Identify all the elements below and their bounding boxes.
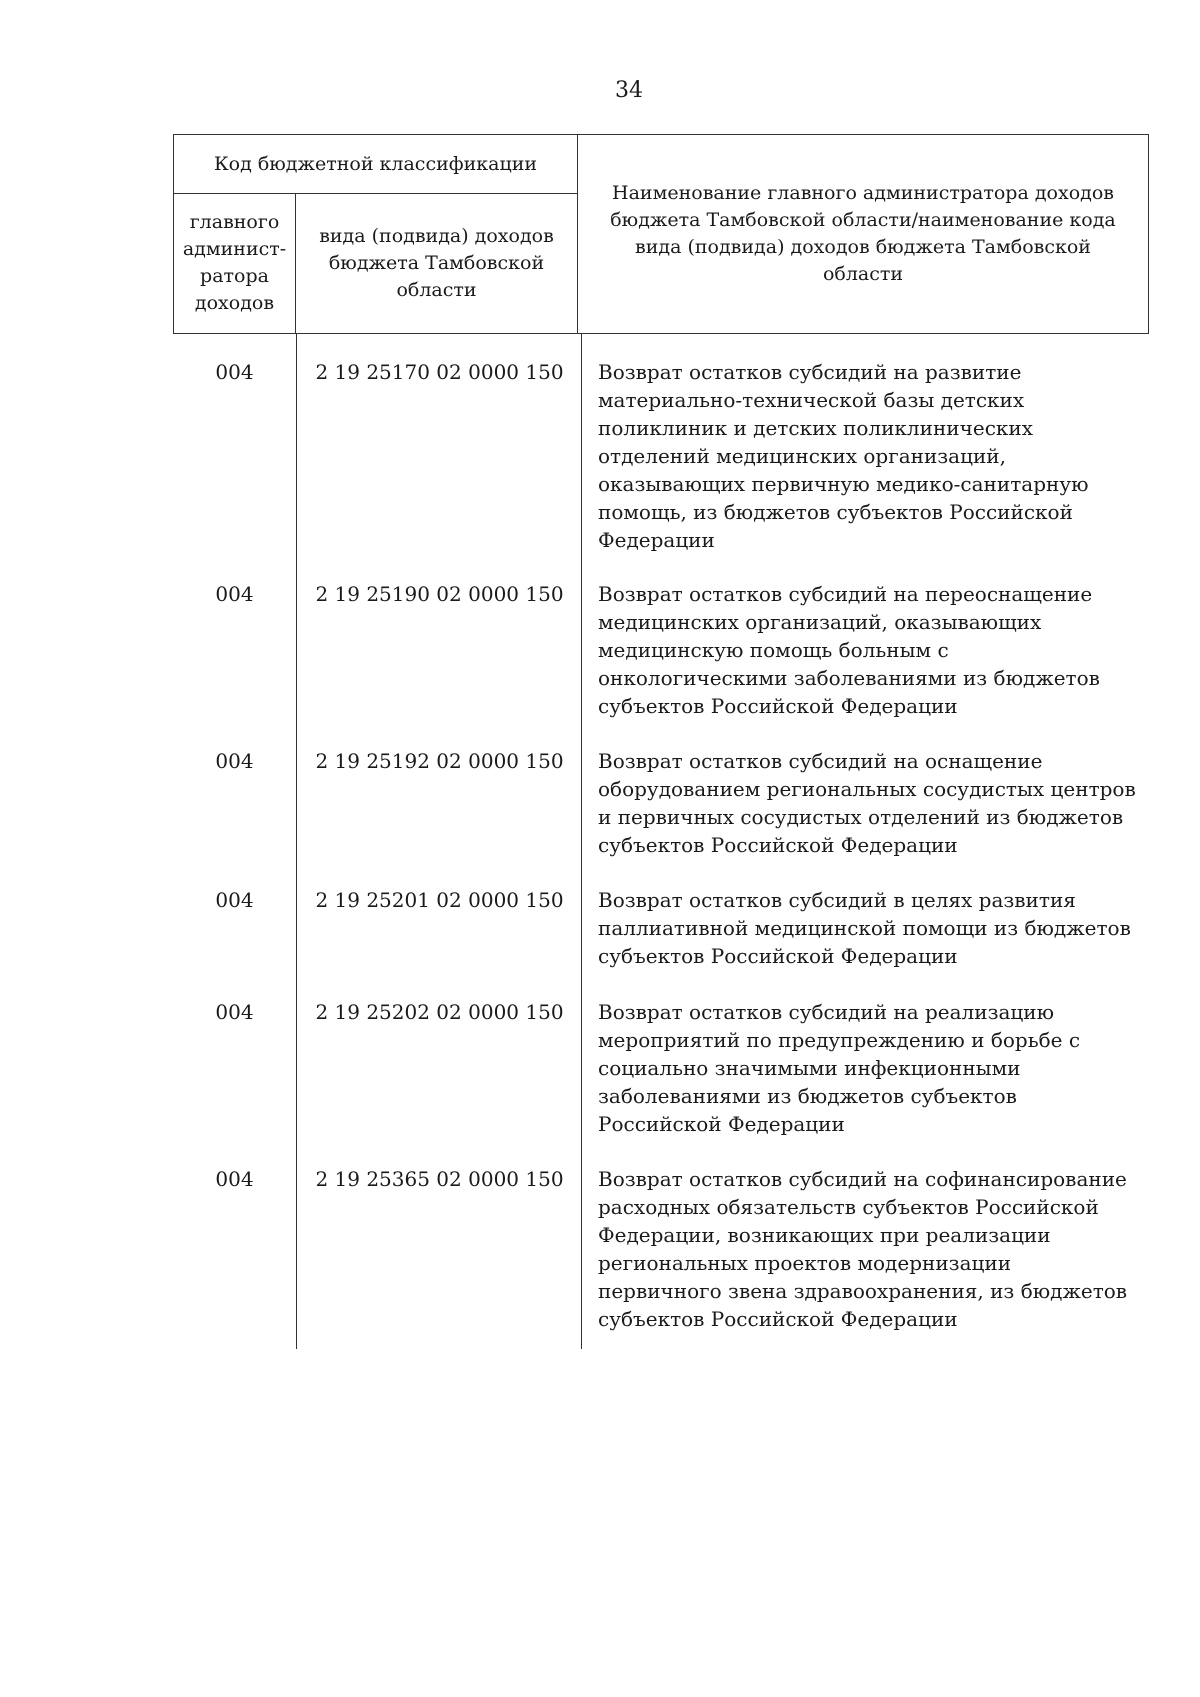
income-name: Возврат остатков субсидий на переоснащение медицинских организаций, оказывающих медицинскую помощь больным с онкологическими заболеваниями из бюджетов субъектов Российской Федерации	[598, 582, 1100, 718]
header-chief-administrator: главного админист-ратора доходов	[182, 211, 287, 314]
header-income-kind: вида (подвида) доходов бюджета Тамбовской области	[319, 224, 554, 301]
admin-code: 004	[215, 1000, 254, 1024]
column-divider-1	[296, 334, 297, 1349]
income-code: 2 19 25202 02 0000 150	[315, 1000, 564, 1024]
admin-code: 004	[215, 1167, 254, 1191]
income-code: 2 19 25190 02 0000 150	[315, 582, 564, 606]
income-code: 2 19 25192 02 0000 150	[315, 749, 564, 773]
income-name: Возврат остатков субсидий на софинансирование расходных обязательств субъектов Российской Федерации, возникающих при реализации региональных проектов модернизации первичного звена здравоохранения, из бюджетов субъектов Российской Федерации	[598, 1167, 1128, 1331]
admin-code: 004	[215, 888, 254, 912]
header-budget-classification-code: Код бюджетной классификации	[213, 152, 538, 175]
column-divider-2	[581, 334, 582, 1349]
page-number: 34	[615, 78, 643, 103]
header-name: Наименование главного администратора доходов бюджета Тамбовской области/наименование кода вида (подвида) доходов бюджета Тамбовской области	[610, 182, 1116, 285]
admin-code: 004	[215, 360, 254, 384]
income-code: 2 19 25365 02 0000 150	[315, 1167, 564, 1191]
income-name: Возврат остатков субсидий на реализацию мероприятий по предупреждению и борьбе с социально значимыми инфекционными заболеваниями из бюджетов субъектов Российской Федерации	[598, 1000, 1081, 1136]
income-code: 2 19 25170 02 0000 150	[315, 360, 564, 384]
table-header	[173, 134, 1149, 334]
income-name: Возврат остатков субсидий на оснащение оборудованием региональных сосудистых центров и первичных сосудистых отделений из бюджетов субъектов Российской Федерации	[598, 749, 1136, 857]
admin-code: 004	[215, 749, 254, 773]
income-name: Возврат остатков субсидий в целях развития паллиативной медицинской помощи из бюджетов субъектов Российской Федерации	[598, 888, 1131, 968]
admin-code: 004	[215, 582, 254, 606]
income-name: Возврат остатков субсидий на развитие материально-технической базы детских поликлиник и детских поликлинических отделений медицинских организаций, оказывающих первичную медико-санитарную помощь, из бюджетов субъектов Российской Федерации	[598, 360, 1089, 552]
income-code: 2 19 25201 02 0000 150	[315, 888, 564, 912]
